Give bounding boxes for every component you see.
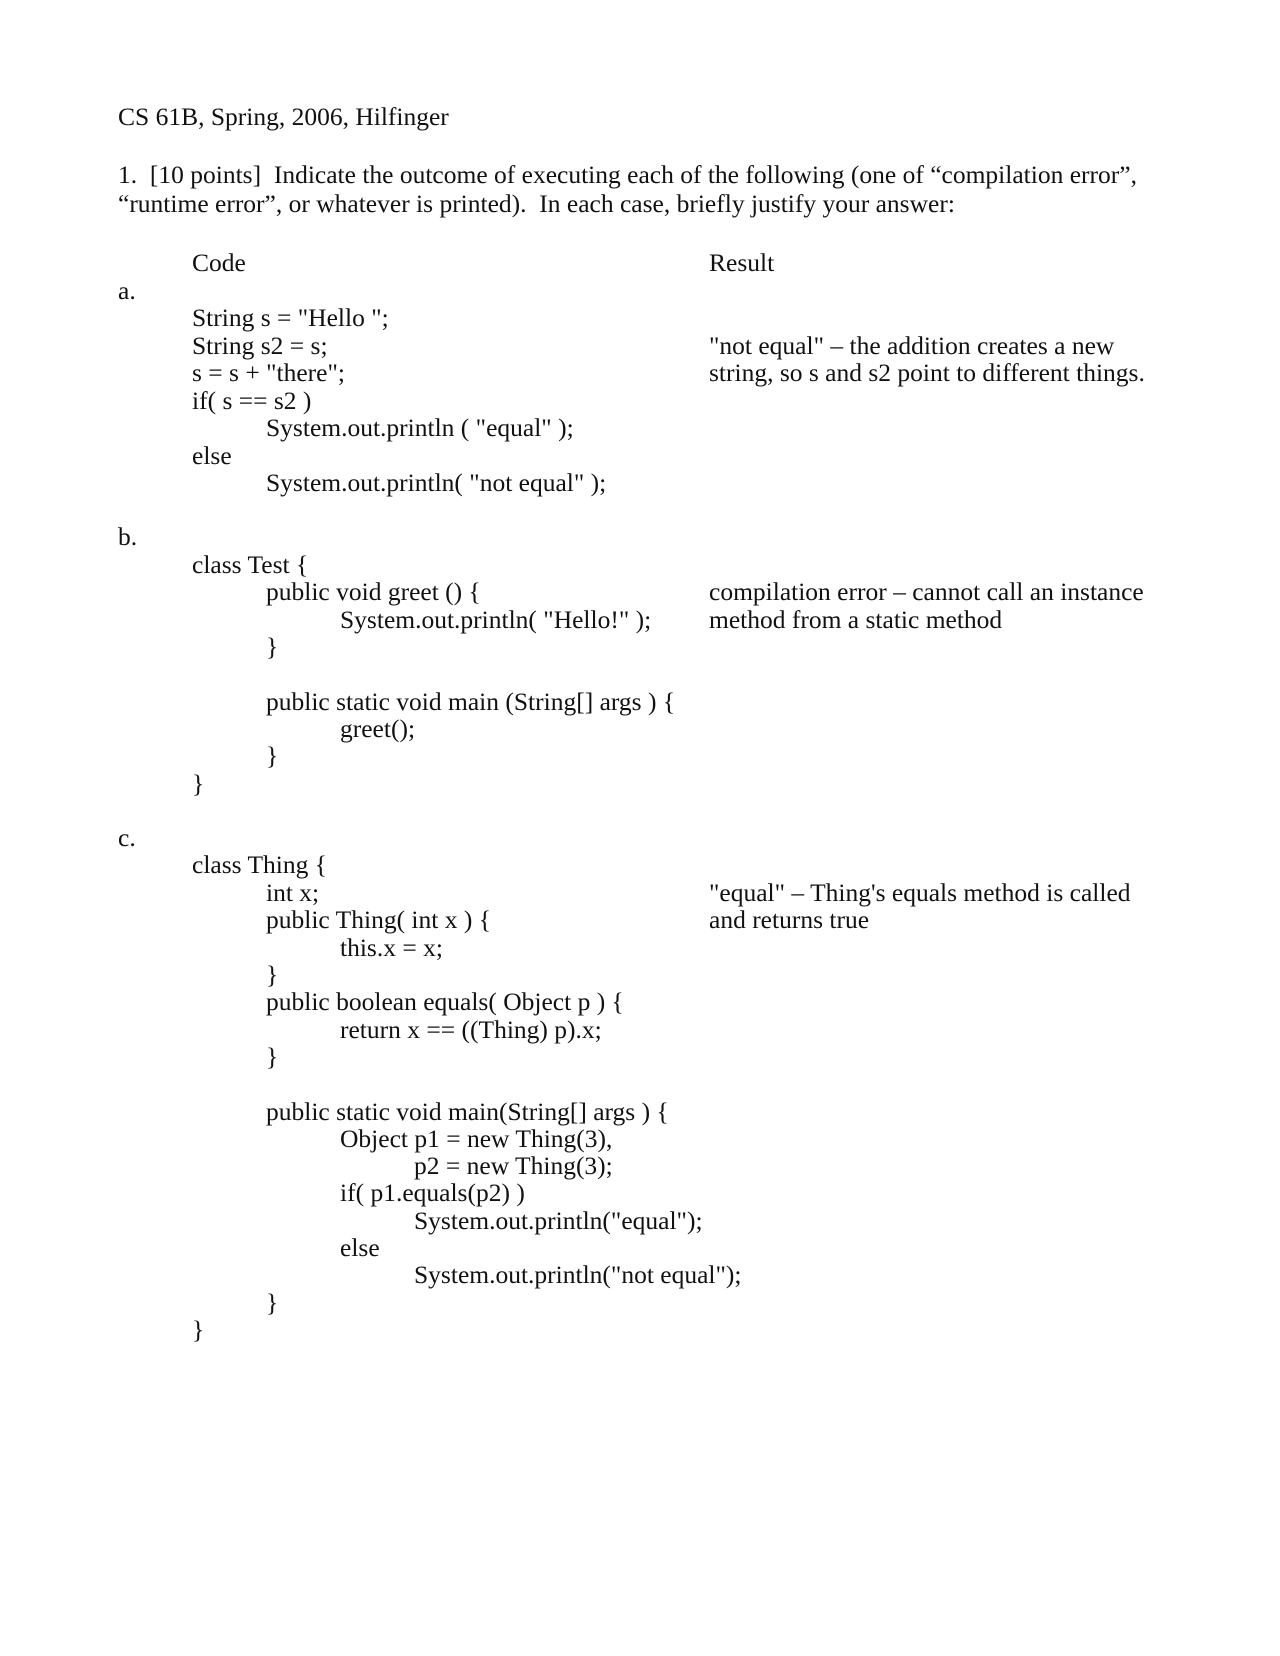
part-c-code-line: class Thing { [192,850,328,879]
result-column-heading: Result [709,248,775,277]
part-c-code-line: this.x = x; [340,933,443,962]
part-c-code-line: else [340,1233,380,1262]
part-c-label: c. [118,823,136,852]
part-b-code-line: } [266,632,279,661]
part-a-code-line: System.out.println ( "equal" ); [266,413,574,442]
part-c-result-line: and returns true [709,905,870,934]
part-b-code-line: class Test { [192,550,309,579]
part-a-code-line: else [192,441,232,470]
code-column-heading: Code [192,248,246,277]
question-text-line-1: 1. [10 points] Indicate the outcome of executing each of the following (one of “compilation error”, [118,160,1137,189]
part-c-code-line: System.out.println("equal"); [414,1206,703,1235]
part-c-code-line: } [192,1315,205,1344]
part-c-code-line: Object p1 = new Thing(3), [340,1124,613,1153]
part-b-code-line: public static void main (String[] args ) { [266,687,676,716]
part-c-code-line: public static void main(String[] args ) { [266,1097,669,1126]
part-c-code-line: if( p1.equals(p2) ) [340,1178,525,1207]
part-a-code-line: String s = "Hello "; [192,303,389,332]
part-c-code-line: p2 = new Thing(3); [414,1151,613,1180]
part-a-code-line: System.out.println( "not equal" ); [266,468,607,497]
part-c-code-line: return x == ((Thing) p).x; [340,1015,602,1044]
part-c-result-line: "equal" – Thing's equals method is called [709,878,1131,907]
part-b-result-line: method from a static method [709,605,1003,634]
part-c-code-line: } [266,1288,279,1317]
part-b-code-line: } [266,741,279,770]
part-b-code-line: } [192,769,205,798]
part-b-label: b. [118,522,138,551]
part-a-code-line: String s2 = s; [192,331,328,360]
part-c-code-line: int x; [266,878,320,907]
part-a-result-line: string, so s and s2 point to different things. [709,358,1145,387]
part-b-code-line: System.out.println( "Hello!" ); [340,605,652,634]
part-c-code-line: System.out.println("not equal"); [414,1260,742,1289]
part-c-code-line: } [266,960,279,989]
part-c-code-line: public boolean equals( Object p ) { [266,987,624,1016]
part-a-result-line: "not equal" – the addition creates a new [709,331,1115,360]
question-text-line-2: “runtime error”, or whatever is printed). In each case, briefly justify your answer: [118,189,955,218]
part-b-code-line: public void greet () { [266,577,481,606]
part-c-code-line: } [266,1042,279,1071]
part-a-label: a. [118,276,136,305]
document-header: CS 61B, Spring, 2006, Hilfinger [118,102,449,131]
part-b-result-line: compilation error – cannot call an instance [709,577,1144,606]
part-a-code-line: if( s == s2 ) [192,386,312,415]
part-c-code-line: public Thing( int x ) { [266,905,491,934]
part-b-code-line: greet(); [340,714,416,743]
part-a-code-line: s = s + "there"; [192,358,345,387]
